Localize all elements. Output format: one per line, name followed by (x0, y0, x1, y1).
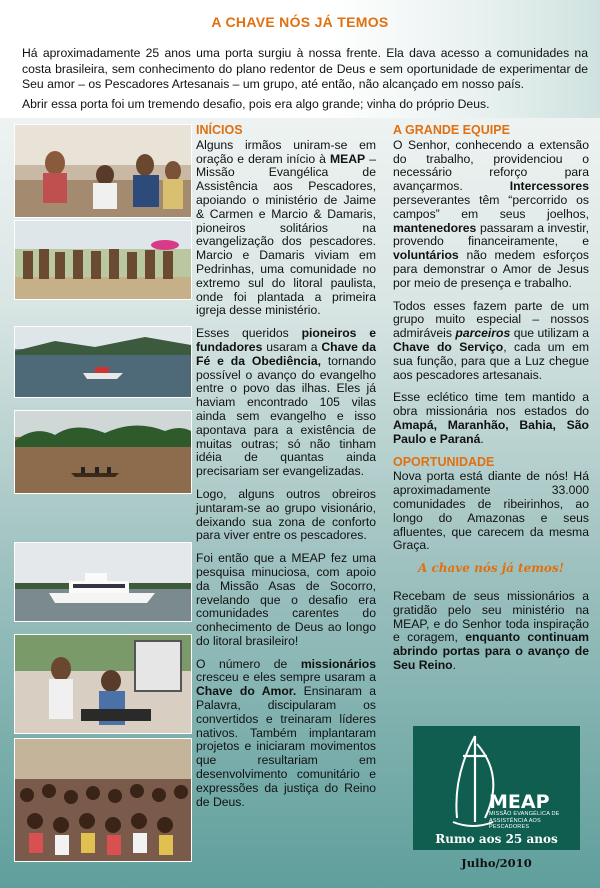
heading-oportunidade: OPORTUNIDADE (393, 454, 495, 469)
column-inicios (196, 124, 376, 818)
inicios-paragraph-3: Logo, alguns outros obreiros juntaram-se ao grupo visionário, deixando sua zona de conforto para viver entre os pescadores. (196, 486, 376, 543)
photo-boat-sea (14, 326, 192, 398)
issue-date: Julho/2010 (461, 856, 532, 870)
logo-tagline: Rumo aos 25 anos (435, 832, 558, 846)
column-equipe (393, 124, 589, 682)
logo-name: MEAP (489, 791, 550, 813)
slogan: A chave nós já temos! (418, 561, 564, 576)
equipe-paragraph-1: O Senhor, conhecendo a extensão do trabalho, providenciou o necessário reforço para avançarmos. Intercessores perseverantes têm “percorrido os campos” em seus joelhos, mantenedores passaram a investir, provendo financeiramente, e voluntários não medem esforços para demonstrar o Amor de Jesus por meio de presença e trabalho. (393, 137, 589, 290)
photo-dental-care (14, 634, 192, 734)
oportunidade-paragraph-2: Recebam de seus missionários a gratidão pelo seu ministério na MEAP, e do Senhor toda inspiração e coragem, enquanto continuam abrindo portas para o avanço de Seu Reino. (393, 588, 589, 672)
heading-grande-equipe: A GRANDE EQUIPE (393, 123, 510, 137)
page-title: A CHAVE NÓS JÁ TEMOS (211, 14, 389, 30)
photo-canoe-river (14, 410, 192, 494)
heading-inicios: INÍCIOS (196, 123, 243, 137)
photo-children-gathering (14, 738, 192, 862)
equipe-paragraph-3: Esse eclético time tem mantido a obra missionária nos estados do Amapá, Maranhão, Bahia, São Paulo e Paraná. (393, 390, 589, 446)
inicios-paragraph-2: Esses queridos pioneiros e fundadores usaram a Chave da Fé e da Obediência, tornando possível o avanço do evangelho entre o povo das ilhas. Eles já haviam encontrado 105 vilas ainda sem evangelho e isso apontava para a existência de muitas outras; só não tinham idéia de quantas ainda precisariam ser evangelizadas. (196, 326, 377, 479)
equipe-paragraph-2: Todos esses fazem parte de um grupo muito especial – nossos admiráveis parceiros que utilizam a Chave do Serviço, cada um em sua função, para que a Luz chegue aos pescadores artesanais. (393, 298, 589, 382)
photo-prayer-meeting (14, 124, 192, 218)
intro-paragraph-2: Abrir essa porta foi um tremendo desafio, pois era algo grande; vinha do próprio Deus. (22, 97, 490, 111)
photo-mission-boat (14, 542, 192, 622)
logo-subtitle: MISSÃO EVANGÉLICA DE ASSISTÊNCIA AOS PESCADORES (489, 811, 560, 830)
intro-paragraph-1: Há aproximadamente 25 anos uma porta surgiu à nossa frente. Ela dava acesso a comunidades na costa brasileira, sem conhecimento do plano redentor de Deus e sem oportunidade de experimentar de Seu amor – os Pescadores Artesanais – um grupo, até então, não alcançado em nosso país. (22, 46, 588, 91)
photo-group-outdoors (14, 220, 192, 300)
inicios-paragraph-4: Foi então que a MEAP fez uma pesquisa minuciosa, com apoio da Missão Asas de Socorro, revelando que o desafio era comunidades carentes do conhecimento de Deus ao longo do litoral brasileiro! (196, 551, 376, 648)
oportunidade-paragraph-1: Nova porta está diante de nós! Há aproximadamente 33.000 comunidades de ribeirinhos, ao longo do Amazonas e seus afluentes, que carecem da mesma Graça. (393, 469, 589, 553)
inicios-paragraph-5: O número de missionários cresceu e eles sempre usaram a Chave do Amor. Ensinaram a Palavra, discipularam os convertidos e treinaram líderes nativos. Também implantaram projetos e iniciaram movimentos que resultariam em desenvolvimento comunitário e expressões da justiça do Reino de Deus. (196, 656, 376, 809)
inicios-paragraph-1: Alguns irmãos uniram-se em oração e deram início à MEAP – Missão Evangélica de Assistência aos Pescadores, apoiando o ministério de Jaime & Carmen e Marcio & Damaris, pioneiros solitários na evangelização dos pescadores. Marcio e Damaris viviam em Pedrinhas, uma comunidade no extremo sul do litoral paulista, onde foi plantada a primeira igreja desse ministério. (196, 137, 376, 318)
